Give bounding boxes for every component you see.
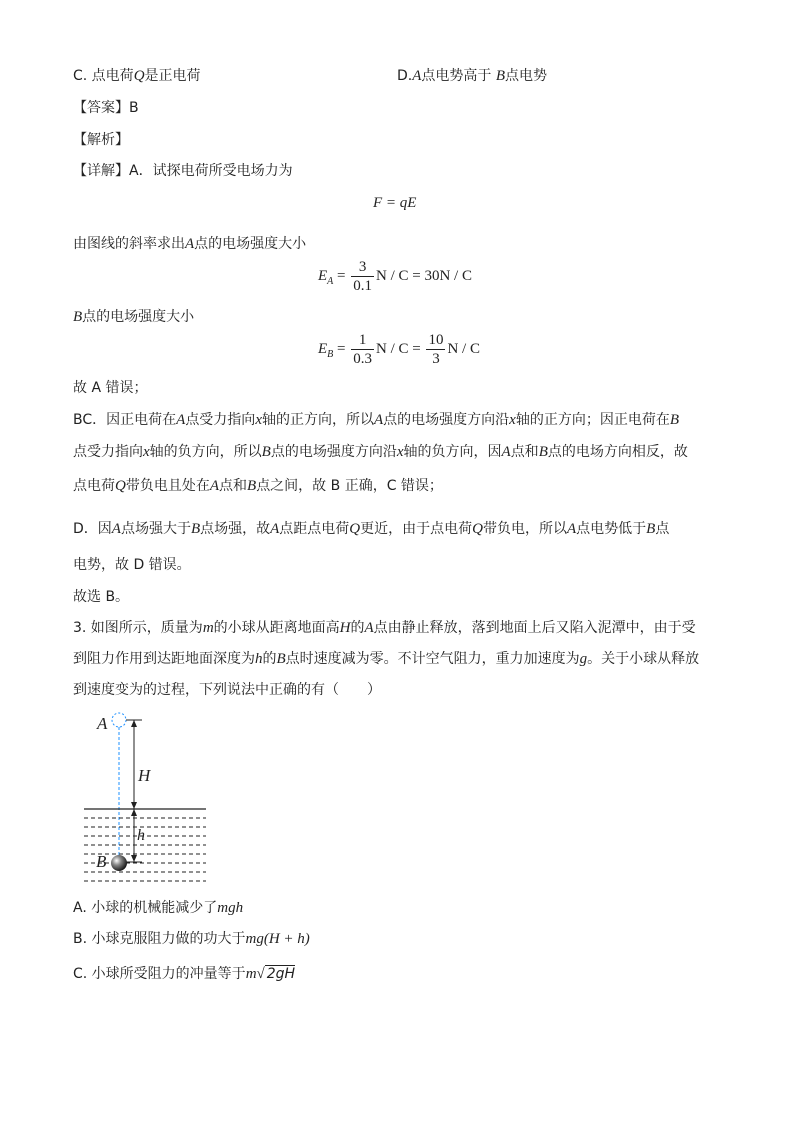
ball-end — [111, 855, 127, 871]
equation-force: F = qE — [373, 195, 417, 211]
answer-label: 【答案】B — [73, 100, 139, 116]
option-d-prev: D.A点电势高于 B点电势 — [397, 68, 548, 84]
bc-line-3: 点电荷Q带负电且处在A点和B点之间，故 B 正确，C 错误； — [73, 478, 443, 494]
wrong-a: 故 A 错误； — [73, 380, 148, 396]
equation-eb: $E_B$ = $\frac{1}{0.3}$ N / C = $\frac{10}{3}$ N / C — [318, 332, 480, 367]
q3-line-2: 到阻力作用到达距地面深度为h的B点时速度减为零。不计空气阻力，重力加速度为g。关于小球从释放 — [73, 651, 700, 667]
q3-line-1: 3. 如图所示，质量为m的小球从距离地面高H的A点由静止释放，落到地面上后又陷入泥潭中，由于受 — [73, 620, 696, 636]
label-h: h — [137, 827, 145, 844]
ball-start-circle — [112, 713, 126, 727]
detail-line-2: 由图线的斜率求出A点的电场强度大小 — [73, 236, 307, 252]
analysis-label: 【解析】 — [73, 132, 129, 148]
detail-line-3: B点的电场强度大小 — [73, 309, 195, 325]
choose-line: 故选 B。 — [73, 589, 130, 605]
label-B: B — [96, 852, 107, 871]
option-c: C. 小球所受阻力的冲量等于m√ 2gH — [73, 966, 296, 982]
option-c-prev: C. 点电荷Q是正电荷 — [73, 68, 201, 84]
option-b: B. 小球克服阻力做的功大于mg(H + h) — [73, 931, 310, 947]
detail-line-1: 【详解】A．试探电荷所受电场力为 — [73, 163, 293, 179]
label-H: H — [138, 766, 151, 785]
bc-line-2: 点受力指向x轴的负方向，所以B点的电场强度方向沿x轴的负方向，因A点和B点的电场方向相反，故 — [73, 444, 688, 460]
option-a: A. 小球的机械能减少了mgh — [73, 900, 244, 916]
d-line-2: 电势，故 D 错误。 — [73, 557, 191, 573]
q3-line-3: 到速度变为的过程，下列说法中正确的有（ ） — [73, 682, 381, 698]
bc-line-1: BC．因正电荷在A点受力指向x轴的正方向，所以A点的电场强度方向沿x轴的正方向；因正电荷在B — [73, 412, 679, 428]
d-line-1: D．因A点场强大于B点场强，故A点距点电荷Q更近，由于点电荷Q带负电，所以A点电势低于B点 — [73, 521, 670, 537]
equation-ea: $E_A$ = $\frac{3}{0.1}$ N / C = 30N / C — [318, 259, 472, 294]
label-A: A — [97, 714, 108, 733]
